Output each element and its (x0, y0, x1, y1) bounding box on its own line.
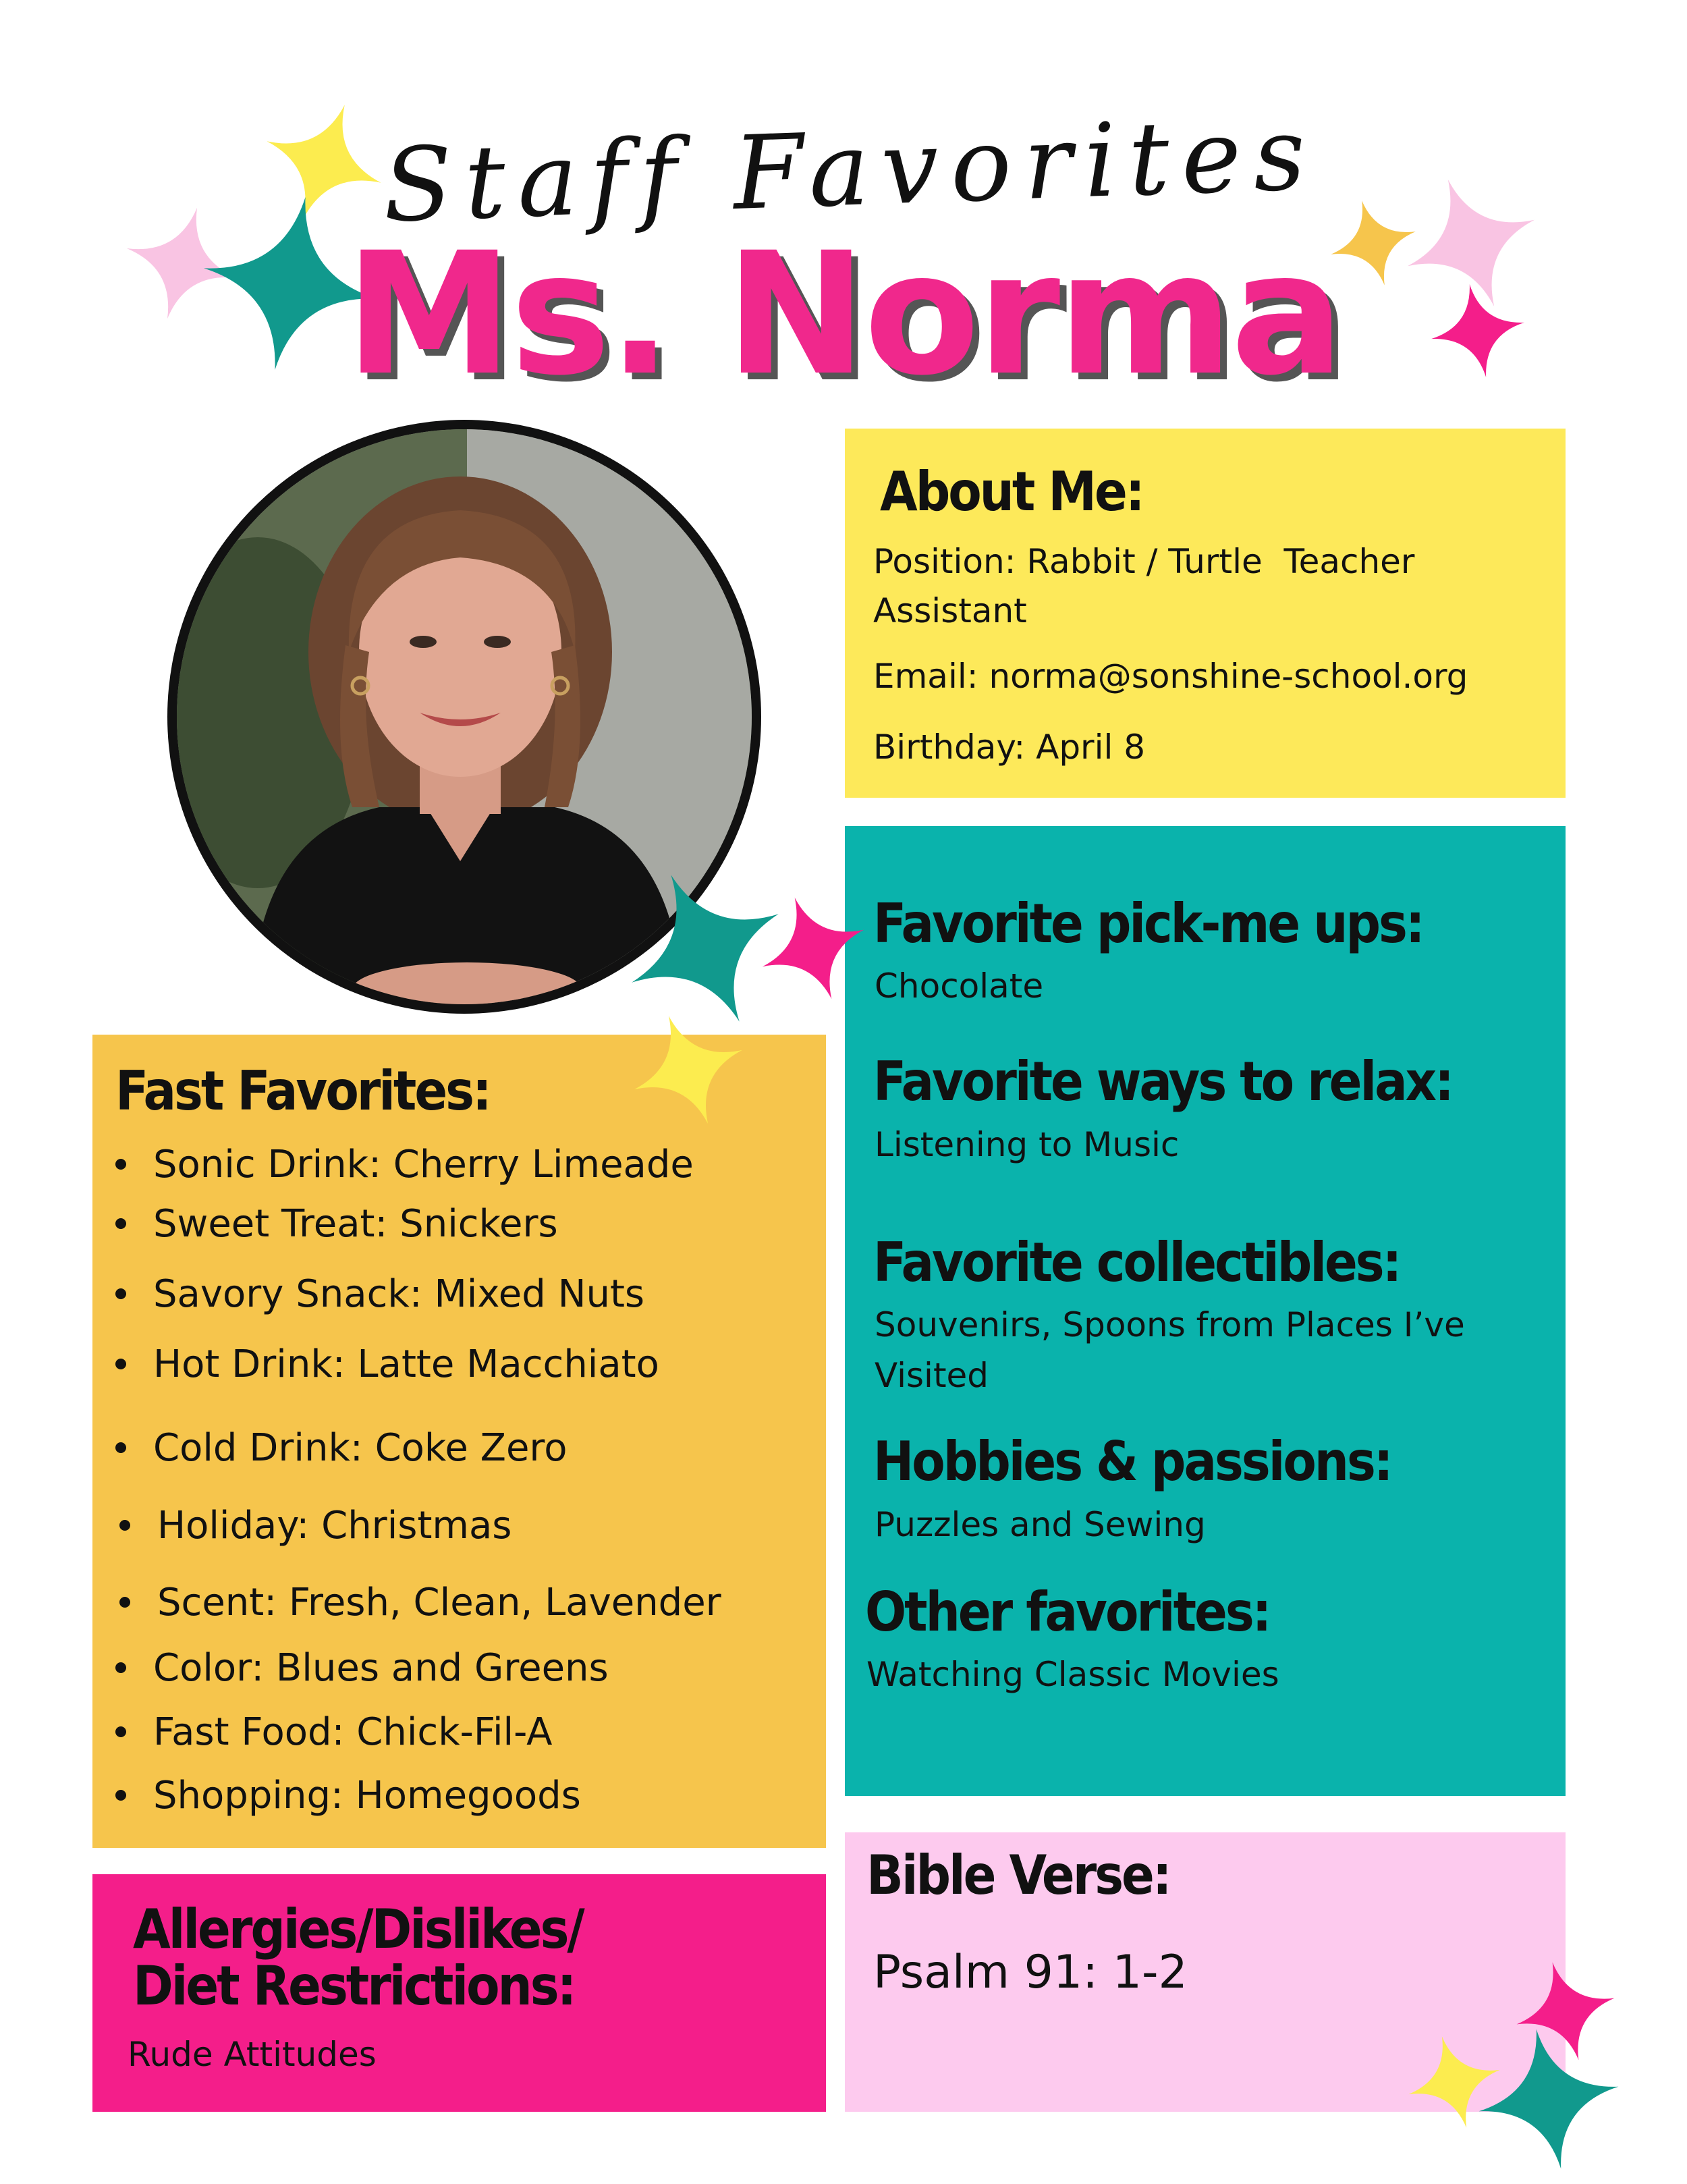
list-item: Fast Food: Chick-Fil-A (115, 1710, 552, 1754)
list-item: Savory Snack: Mixed Nuts (115, 1272, 644, 1316)
allergies-card (92, 1874, 826, 2112)
page-title: Ms. Norma (345, 216, 1342, 412)
collectibles-value-line-1: Souvenirs, Spoons from Places I’ve (875, 1305, 1465, 1344)
allergies-heading-line-1: Allergies/Dislikes/ (133, 1898, 583, 1961)
allergies-value: Rude Attitudes (128, 2035, 377, 2074)
hobbies-heading: Hobbies & passions: (873, 1430, 1391, 1493)
star-icon (1431, 283, 1525, 378)
list-item: Cold Drink: Coke Zero (115, 1426, 567, 1470)
list-item: Hot Drink: Latte Macchiato (115, 1342, 659, 1386)
list-item: Scent: Fresh, Clean, Lavender (119, 1581, 721, 1625)
allergies-heading-line-2: Diet Restrictions: (133, 1955, 575, 2017)
other-heading: Other favorites: (865, 1581, 1270, 1643)
relax-heading: Favorite ways to relax: (873, 1050, 1452, 1113)
relax-value: Listening to Music (875, 1125, 1180, 1164)
list-item: Sonic Drink: Cherry Limeade (115, 1143, 694, 1186)
collectibles-value-line-2: Visited (875, 1356, 989, 1395)
pickme-value: Chocolate (875, 966, 1044, 1006)
page-subtitle: Staff Favorites (381, 94, 1320, 246)
fast-favorites-heading: Fast Favorites: (115, 1060, 490, 1122)
about-me-card (845, 429, 1566, 798)
star-icon (759, 894, 867, 1002)
bible-verse-text: Psalm 91: 1-2 (873, 1946, 1188, 1999)
position-line-1: Position: Rabbit / Turtle Teacher (873, 542, 1415, 581)
other-value: Watching Classic Movies (866, 1655, 1279, 1694)
pickme-heading: Favorite pick-me ups: (873, 892, 1423, 955)
email-text: Email: norma@sonshine-school.org (873, 657, 1468, 696)
hobbies-value: Puzzles and Sewing (875, 1505, 1206, 1544)
list-item: Sweet Treat: Snickers (115, 1202, 558, 1246)
favorites-card (845, 826, 1566, 1796)
list-item: Shopping: Homegoods (115, 1774, 581, 1818)
about-me-heading: About Me: (880, 460, 1143, 523)
birthday-text: Birthday: April 8 (873, 728, 1146, 767)
position-line-2: Assistant (873, 591, 1027, 630)
star-icon (631, 1012, 746, 1127)
bible-verse-heading: Bible Verse: (866, 1844, 1170, 1907)
list-item: Holiday: Christmas (119, 1504, 511, 1548)
star-icon (1478, 2028, 1620, 2170)
fast-favorites-card (92, 1035, 826, 1848)
list-item: Color: Blues and Greens (115, 1646, 609, 1690)
collectibles-heading: Favorite collectibles: (873, 1231, 1400, 1294)
